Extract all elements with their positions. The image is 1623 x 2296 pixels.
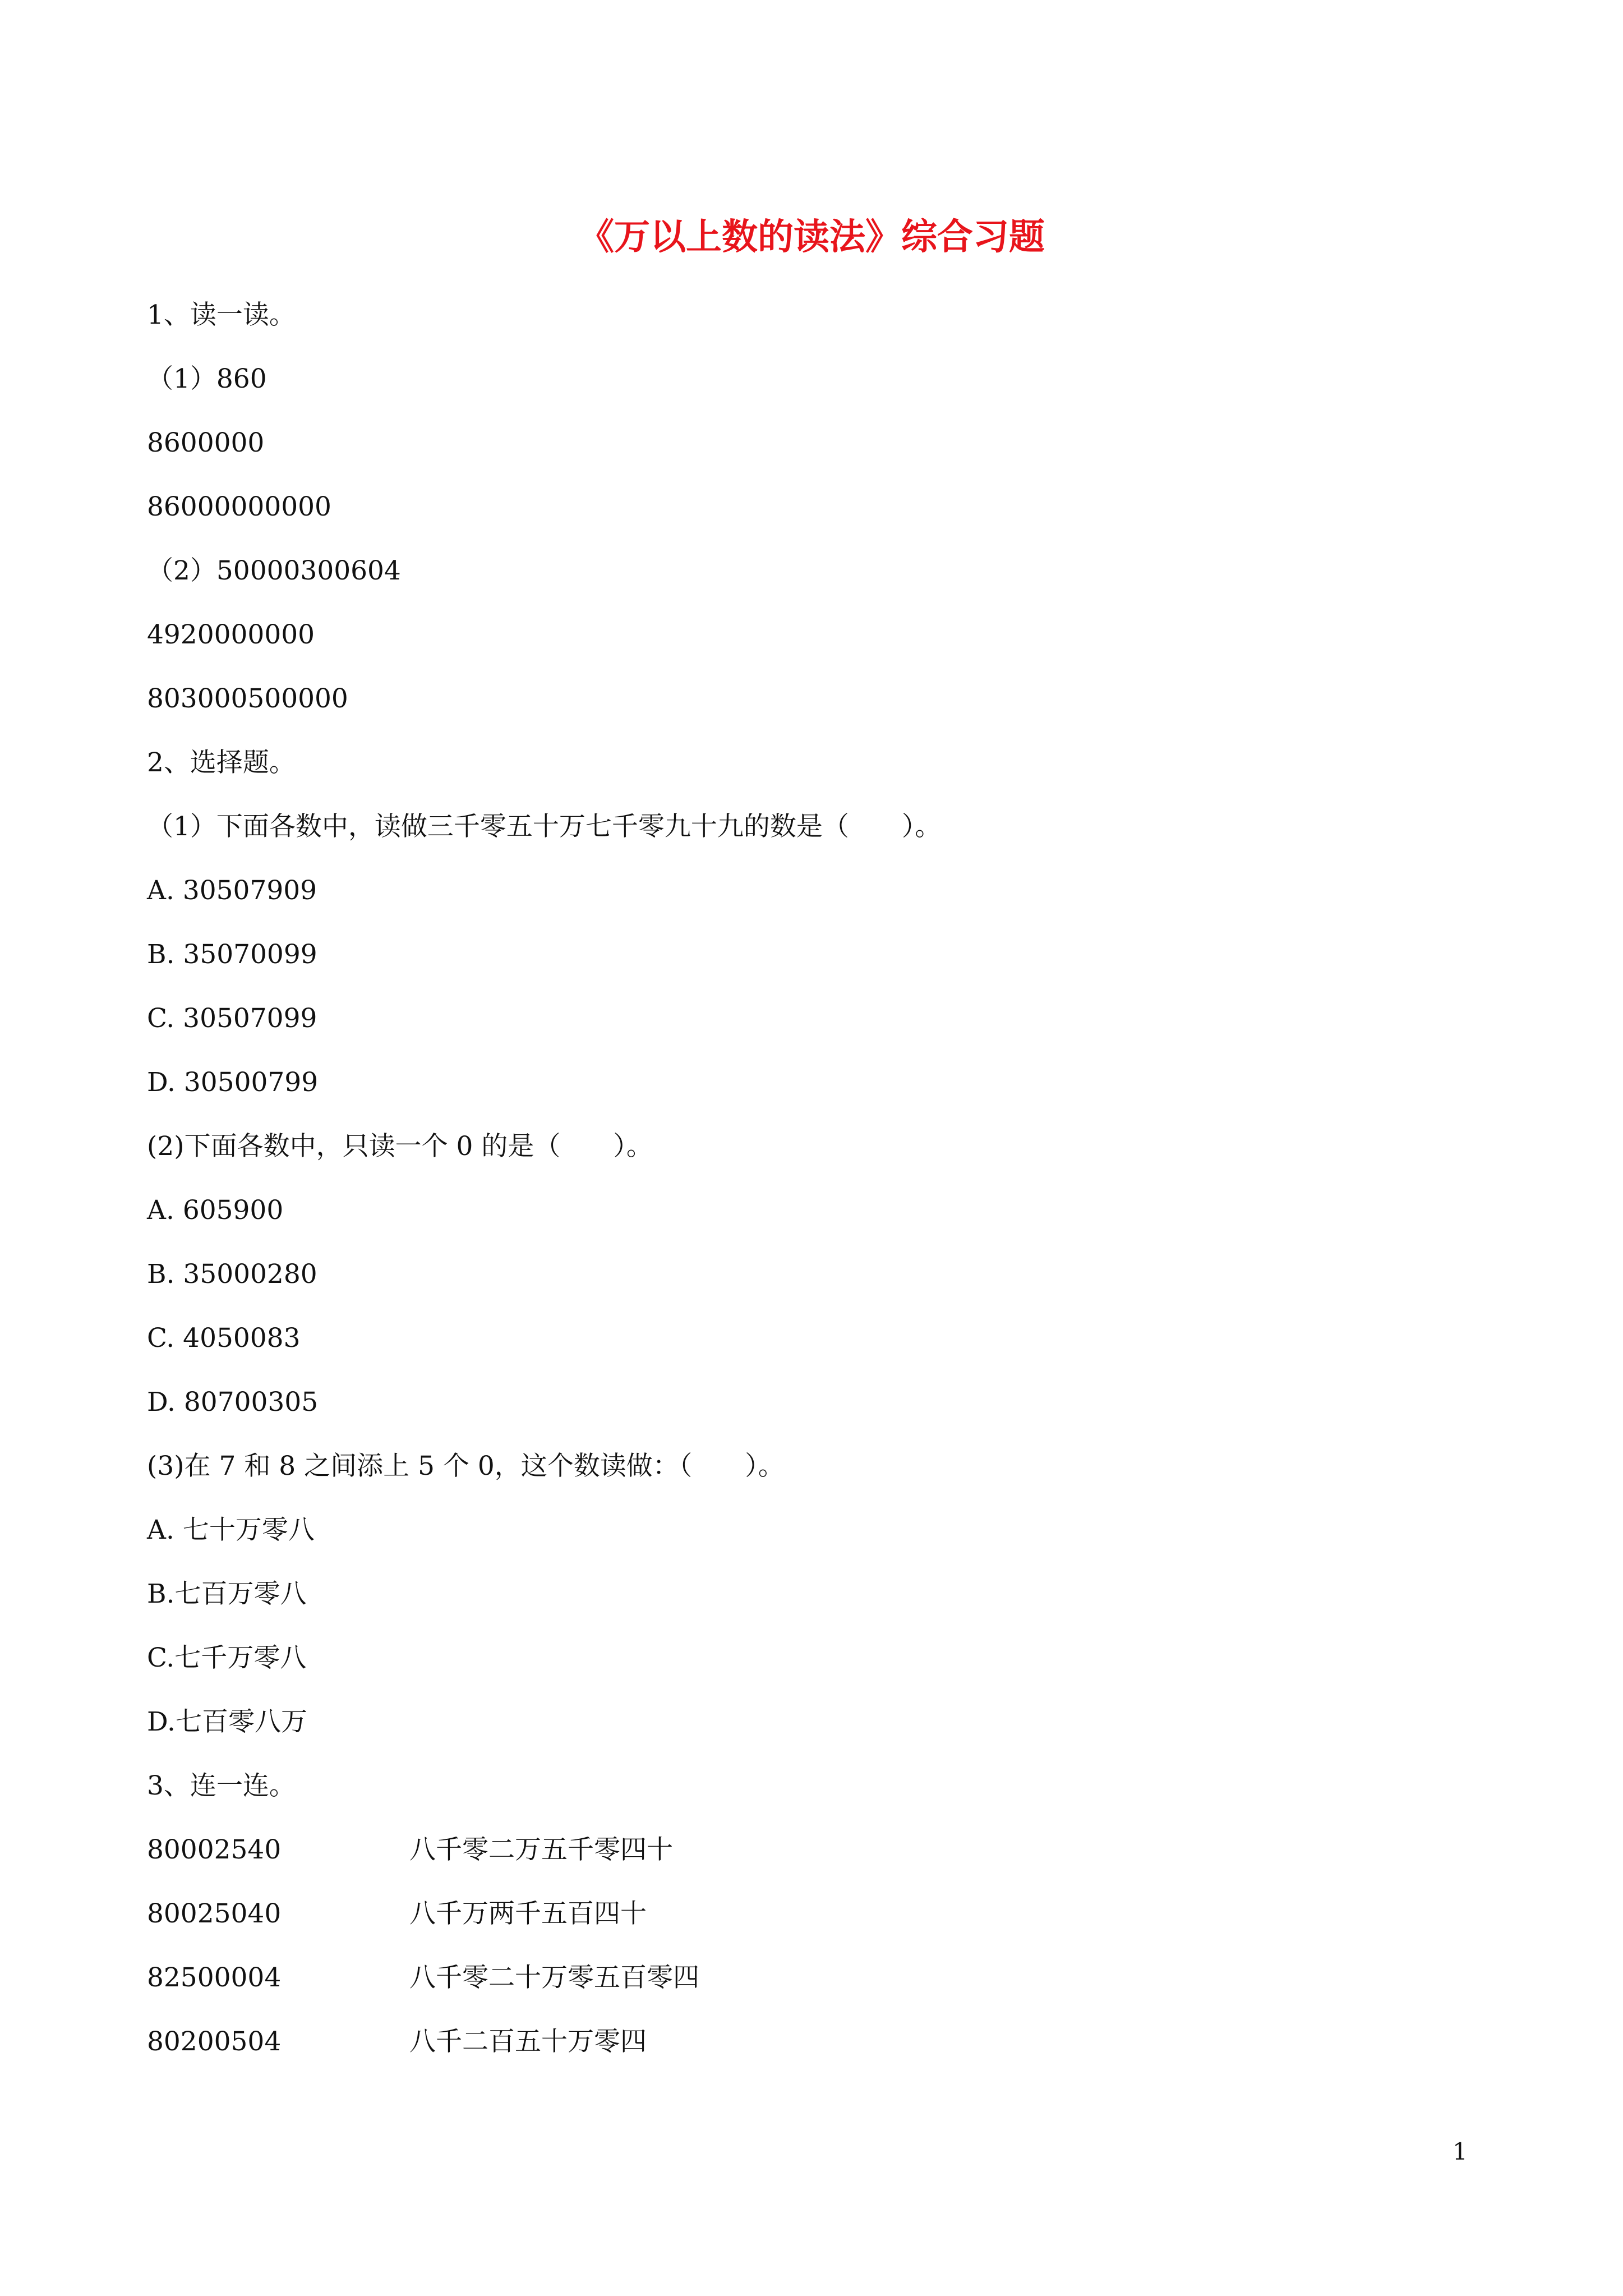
match-number: 80002540 bbox=[147, 1834, 282, 1865]
question-1-option-c: C. 30507099 bbox=[147, 1003, 317, 1034]
section-2-heading: 2、选择题。 bbox=[147, 747, 296, 778]
question-2-option-d: D. 80700305 bbox=[147, 1387, 319, 1418]
question-3-option-c: C.七千万零八 bbox=[147, 1642, 307, 1673]
match-number: 82500004 bbox=[147, 1962, 282, 1993]
question-1-stem: （1）下面各数中，读做三千零五十万七千零九十九的数是（ ）。 bbox=[147, 811, 942, 842]
match-reading: 八千零二万五千零四十 bbox=[409, 1834, 673, 1865]
question-2-stem: (2)下面各数中，只读一个 0 的是（ ）。 bbox=[147, 1131, 653, 1162]
question-3-option-d: D.七百零八万 bbox=[147, 1706, 307, 1737]
question-1-option-d: D. 30500799 bbox=[147, 1067, 319, 1098]
question-3-option-a: A. 七十万零八 bbox=[147, 1515, 315, 1545]
section-1-line: （1）860 bbox=[147, 364, 267, 394]
question-2-option-a: A. 605900 bbox=[147, 1195, 284, 1226]
section-1-line: （2）50000300604 bbox=[147, 555, 401, 586]
section-1-line: 8600000 bbox=[147, 427, 265, 458]
question-1-option-b: B. 35070099 bbox=[147, 939, 317, 970]
match-reading: 八千二百五十万零四 bbox=[409, 2026, 647, 2057]
match-reading: 八千万两千五百四十 bbox=[409, 1898, 647, 1929]
document-title: 《万以上数的读法》综合习题 bbox=[578, 217, 1045, 258]
section-1-heading: 1、读一读。 bbox=[147, 300, 296, 330]
question-2-option-b: B. 35000280 bbox=[147, 1259, 317, 1290]
section-3-heading: 3、连一连。 bbox=[147, 1770, 296, 1801]
section-1-line: 86000000000 bbox=[147, 491, 331, 522]
section-1-line: 803000500000 bbox=[147, 683, 348, 714]
question-1-option-a: A. 30507909 bbox=[147, 875, 317, 906]
match-number: 80200504 bbox=[147, 2026, 282, 2057]
section-1-line: 4920000000 bbox=[147, 619, 315, 650]
question-3-option-b: B.七百万零八 bbox=[147, 1579, 307, 1609]
match-number: 80025040 bbox=[147, 1898, 282, 1929]
page-number: 1 bbox=[1453, 2138, 1468, 2165]
match-reading: 八千零二十万零五百零四 bbox=[409, 1962, 699, 1993]
question-2-option-c: C. 4050083 bbox=[147, 1323, 301, 1354]
question-3-stem: (3)在 7 和 8 之间添上 5 个 0，这个数读做：（ ）。 bbox=[147, 1451, 785, 1481]
